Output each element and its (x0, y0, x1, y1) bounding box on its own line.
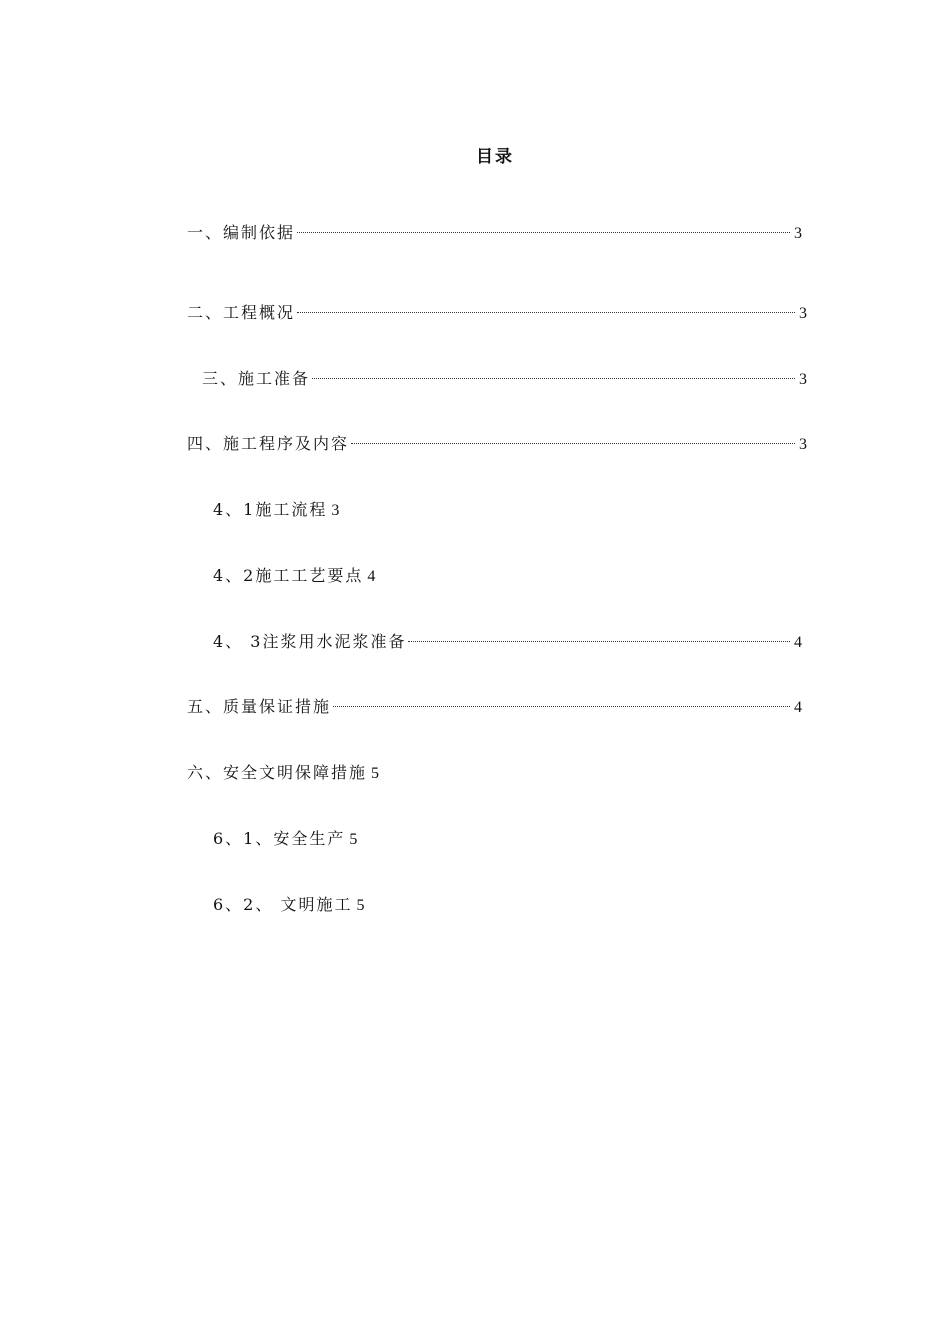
toc-entry-label: 二、工程概况 (187, 303, 296, 322)
toc-entry-page: 3 (799, 436, 807, 453)
toc-entry-label: 6、1、安全生产 (213, 829, 346, 848)
toc-entry-page: 3 (799, 305, 807, 322)
toc-entry[interactable] (187, 695, 802, 719)
toc-entry-label: 三、施工准备 (202, 369, 311, 388)
toc-entry-label: 4、2施工工艺要点 (213, 566, 364, 585)
toc-entry-page: 5 (349, 831, 358, 848)
toc-entry[interactable] (187, 432, 807, 456)
dot-leader (408, 641, 790, 642)
toc-entry-page: 4 (367, 568, 376, 585)
dot-leader (333, 706, 790, 707)
toc-entry[interactable] (213, 827, 357, 851)
toc-entry-page: 3 (799, 371, 807, 388)
toc-entry-label: 六、安全文明保障措施 (187, 763, 368, 782)
toc-entry-label: 四、施工程序及内容 (187, 434, 350, 453)
toc-entry-page: 5 (371, 765, 380, 782)
toc-entry-label: 一、编制依据 (187, 223, 296, 242)
toc-entry[interactable] (187, 221, 802, 245)
toc-entry-label: 五、质量保证措施 (187, 697, 332, 716)
dot-leader (297, 312, 795, 313)
toc-entry[interactable] (187, 301, 807, 325)
toc-entry[interactable] (213, 498, 339, 522)
toc-entry[interactable] (213, 564, 375, 588)
toc-entry-label: 6、2、 文明施工 (213, 895, 353, 914)
toc-entry[interactable] (213, 630, 802, 654)
toc-entry-page: 4 (794, 699, 802, 716)
toc-entry[interactable] (187, 761, 379, 785)
toc-entry-label: 4、 3注浆用水泥浆准备 (213, 632, 407, 651)
dot-leader (351, 443, 795, 444)
toc-entry[interactable] (213, 893, 364, 917)
toc-title: 目录 (476, 147, 514, 167)
dot-leader (312, 378, 795, 379)
toc-entry-label: 4、1施工流程 (213, 500, 328, 519)
dot-leader (297, 232, 790, 233)
toc-entry-page: 3 (794, 225, 802, 242)
toc-entry[interactable] (202, 367, 807, 391)
toc-entry-page: 4 (794, 634, 802, 651)
toc-entry-page: 3 (331, 502, 340, 519)
toc-entry-page: 5 (356, 897, 365, 914)
